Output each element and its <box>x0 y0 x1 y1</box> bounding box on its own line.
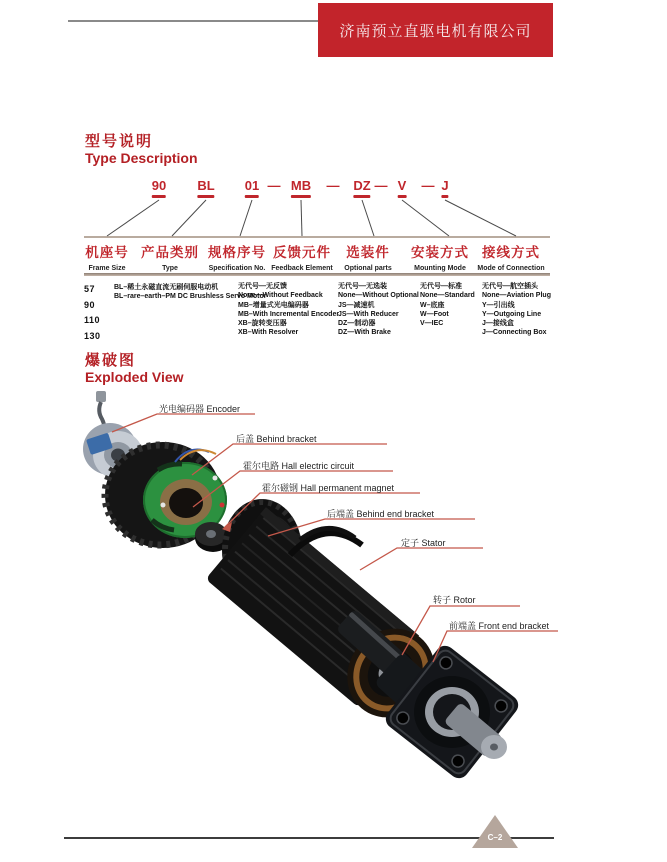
model-code-text: DZ <box>353 178 371 193</box>
header-en: Frame Size <box>88 265 126 272</box>
header-en: Mounting Mode <box>414 265 466 272</box>
header-zh: 反馈元件 <box>273 245 331 260</box>
model-code-text: 90 <box>151 178 167 193</box>
header-en: Type <box>162 265 178 272</box>
table-cell-line: 90 <box>84 299 96 310</box>
model-code-text: V <box>397 178 407 193</box>
callout-behind-bracket: 后盖 Behind bracket <box>236 434 317 444</box>
table-cell-line: None—Standard <box>420 292 475 300</box>
callout-hall-magnet: 霍尔磁钢 Hall permanent magnet <box>262 483 395 493</box>
header-zh: 选装件 <box>346 245 390 260</box>
table-cell-line: BL–rare–earth–PM DC Brushless Servo Motor <box>114 293 267 301</box>
header-zh: 机座号 <box>85 245 129 260</box>
table-cell-line: 无代号—航空插头 <box>482 283 538 290</box>
model-code-text: — <box>421 178 435 193</box>
company-name: 济南预立直驱电机有限公司 <box>339 22 532 40</box>
table-cell-line: J—接线盒 <box>482 320 514 328</box>
table-cell-line: 130 <box>84 330 101 341</box>
model-code-text: MB <box>290 178 312 193</box>
header-en: Specification No. <box>208 265 266 272</box>
callout-hall-circuit: 霍尔电路 Hall electric circuit <box>243 461 355 471</box>
table-cell-line: MB–With Incremental Encoder <box>238 310 340 318</box>
table-cell-line: W–底座 <box>420 301 445 309</box>
table-cell-line: BL–稀土永磁直流无刷伺服电动机 <box>114 284 219 291</box>
callout-stator: 定子 Stator <box>401 538 446 548</box>
table-cell-line: JS—With Reducer <box>338 310 399 318</box>
table-cell-line: JS—减速机 <box>338 301 375 309</box>
model-code-text: — <box>326 178 340 193</box>
table-cell-line: 无代号—标准 <box>420 283 462 290</box>
table-cell-line: Y—引出线 <box>482 301 515 309</box>
section-title-zh: 爆破图 <box>85 352 137 369</box>
header-zh: 接线方式 <box>482 245 540 260</box>
model-code-connector-lines <box>107 200 516 236</box>
table-cell-line: 110 <box>84 315 101 326</box>
table-cell-line: 无代号—无选装 <box>338 283 387 290</box>
table-cell-line: W—Foot <box>420 310 449 318</box>
table-cell-line: 57 <box>84 284 96 294</box>
header-zh: 规格序号 <box>208 245 266 260</box>
section-title-en: Type Description <box>85 150 198 167</box>
model-code-text: J <box>441 178 449 193</box>
header-zh: 安装方式 <box>411 245 469 260</box>
table-cell-line: Y—Outgoing Line <box>482 310 542 318</box>
model-code-text: — <box>267 178 281 193</box>
header-en: Mode of Connection <box>477 265 545 272</box>
table-cell-line: DZ—With Brake <box>338 329 391 337</box>
table-cell-line: 无代号—无反馈 <box>238 283 287 290</box>
header-en: Feedback Element <box>271 265 333 272</box>
table-cell-line: XB–旋转变压器 <box>238 320 287 328</box>
table-cell-line: MB–增量式光电编码器 <box>238 301 309 309</box>
table-cell-line: None—Aviation Plug <box>482 292 551 300</box>
callout-rotor: 转子 Rotor <box>433 595 476 605</box>
table-cell-line: V—IEC <box>420 320 444 328</box>
section-title-zh: 型号说明 <box>85 133 154 150</box>
table-cell-line: XB–With Resolver <box>238 329 299 337</box>
model-code-text: 01 <box>244 178 260 193</box>
table-cell-line: None—Without Feedback <box>238 292 323 300</box>
table-cell-line: DZ—制动器 <box>338 320 376 328</box>
model-code-text: — <box>374 178 388 193</box>
table-cell-line: J—Connecting Box <box>482 329 547 337</box>
page-marker-triangle <box>472 815 518 848</box>
callout-encoder: 光电编码器 Encoder <box>159 404 241 414</box>
model-code-text: BL <box>197 178 215 193</box>
section-title-en: Exploded View <box>85 369 184 386</box>
header-en: Optional parts <box>344 265 392 272</box>
callout-front-end-bracket: 前端盖 Front end bracket <box>449 621 550 631</box>
page-number-label: C–2 <box>487 833 503 842</box>
callout-behind-end-bracket: 后端盖 Behind end bracket <box>327 509 435 519</box>
header-zh: 产品类别 <box>141 245 199 260</box>
table-cell-line: None—Without Optional <box>338 292 419 300</box>
